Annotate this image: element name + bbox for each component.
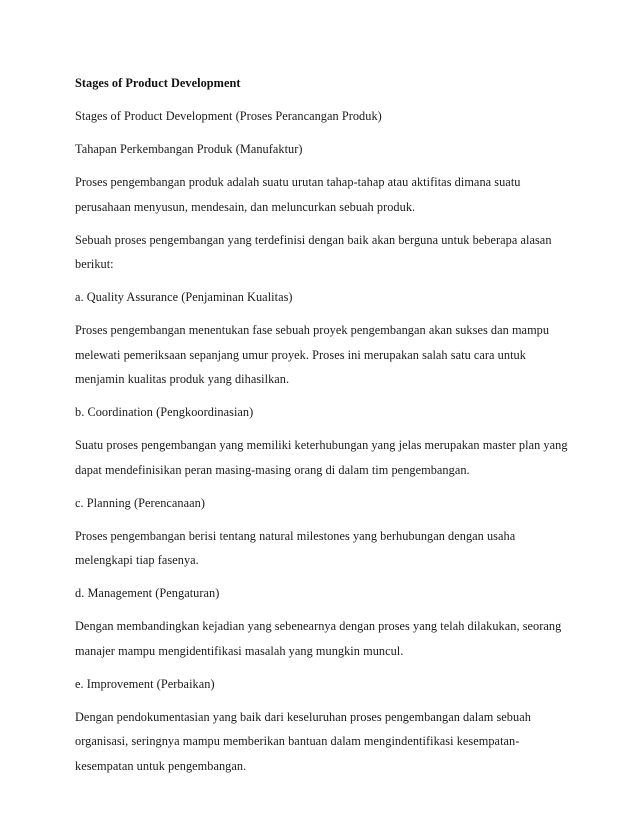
heading-planning: c. Planning (Perencanaan) [75, 495, 205, 510]
paragraph-quality-assurance: Proses pengembangan menentukan fase sebuah proyek pengembangan akan sukses dan mampu melewati pemeriksaan sepanjang umur proyek. Proses ini merupakan salah satu cara untuk menjamin kualitas produk yang dihasilkan. [75, 323, 550, 386]
paragraph-planning: Proses pengembangan berisi tentang natural milestones yang berhubungan dengan usaha melengkapi tiap fasenya. [75, 528, 516, 567]
heading-management: d. Management (Pengaturan) [75, 586, 220, 600]
paragraph-subtitle: Stages of Product Development (Proses Perancangan Produk) [75, 109, 382, 123]
paragraph-subtitle-id: Tahapan Perkembangan Produk (Manufaktur) [75, 142, 303, 156]
document-title: Stages of Product Development [75, 76, 241, 90]
paragraph-improvement: Dengan pendokumentasian yang baik dari keseluruhan proses pengembangan dalam sebuah organisasi, seringnya mampu memberikan bantuan dalam mengindentifikasi kesempatan-kesempatan untuk pengembangan. [75, 709, 531, 773]
heading-coordination: b. Coordination (Pengkoordinasian) [75, 405, 254, 419]
paragraph-management: Dengan membandingkan kejadian yang sebenearnya dengan proses yang telah dilakukan, seorang manajer mampu mengidentifikasi masalah yang mungkin muncul. [75, 619, 562, 658]
heading-improvement: e. Improvement (Perbaikan) [75, 676, 215, 691]
paragraph-reasons-intro: Sebuah proses pengembangan yang terdefinisi dengan baik akan berguna untuk beberapa alasan berikut: [75, 232, 552, 271]
document-body [75, 71, 575, 787]
paragraph-definition: Proses pengembangan produk adalah suatu urutan tahap-tahap atau aktifitas dimana suatu perusahaan menyusun, mendesain, dan meluncurkan sebuah produk. [75, 175, 521, 214]
paragraph-coordination: Suatu proses pengembangan yang memiliki keterhubungan yang jelas merupakan master plan yang dapat mendefinisikan peran masing-masing orang di dalam tim pengembangan. [75, 438, 568, 477]
heading-quality-assurance: a. Quality Assurance (Penjaminan Kualitas) [75, 290, 293, 304]
